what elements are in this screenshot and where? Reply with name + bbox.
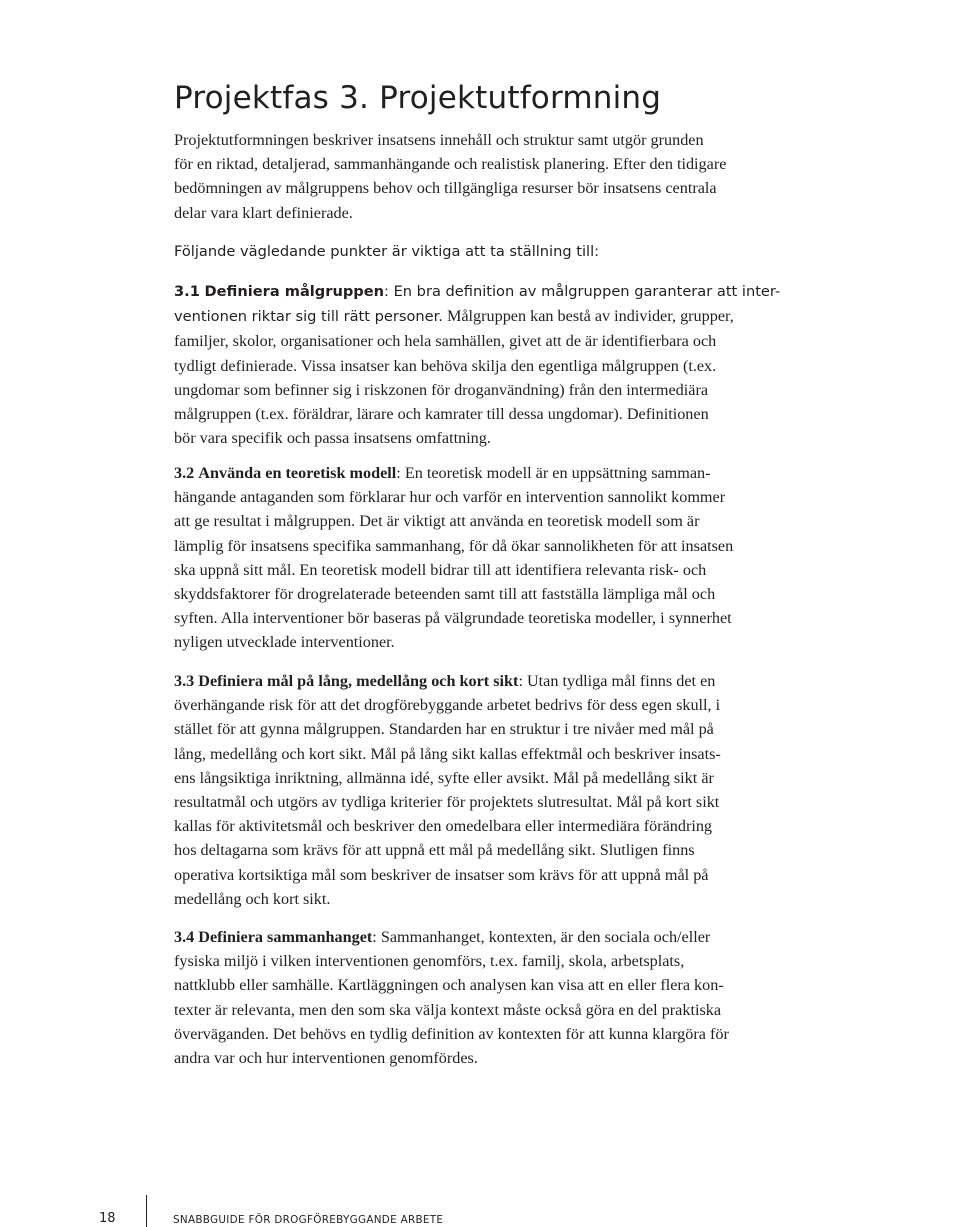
section-line: ungdomar som befinner sig i riskzonen för droganvändning) från den intermediära (174, 380, 709, 399)
section-line: tydligt definierade. Vissa insatser kan behöva skilja den egentliga målgruppen (t.ex. (174, 356, 717, 375)
section-line: att ge resultat i målgruppen. Det är viktigt att använda en teoretisk modell som är (174, 512, 700, 531)
section-line: bör vara specifik och passa insatsens omfattning. (174, 429, 491, 448)
section-line (174, 669, 794, 693)
section-line: ens långsiktiga inriktning, allmänna idé, syfte eller avsikt. Mål på medellång sikt är (174, 768, 714, 787)
section-text: : En teoretisk modell är en uppsättning samman- (396, 464, 711, 482)
intro-paragraph (174, 128, 794, 225)
section-line: överhängande risk för att det drogförebyggande arbetet bedrivs för dess egen skull, i (174, 696, 721, 715)
intro-line: bedömningen av målgruppens behov och tillgängliga resurser bör insatsens centrala (174, 179, 717, 198)
section-line: hos deltagarna som krävs för att uppnå ett mål på medellång sikt. Slutligen finns (174, 841, 695, 860)
section-number: 3.1 (174, 283, 200, 300)
section-text: Målgruppen kan bestå av individer, grupper, (442, 307, 734, 326)
section-3-4 (174, 925, 794, 1070)
running-title: SNABBGUIDE FÖR DROGFÖREBYGGANDE ARBETE (173, 1214, 444, 1226)
section-3-3 (174, 669, 794, 911)
section-line: kallas för aktivitetsmål och beskriver den omedelbara eller intermediära förändring (174, 817, 713, 836)
section-line: andra var och hur interventionen genomfördes. (174, 1049, 478, 1068)
section-3-2 (174, 461, 794, 655)
section-heading: Använda en teoretisk modell (198, 464, 397, 482)
section-line: lång, medellång och kort sikt. Mål på lång sikt kallas effektmål och beskriver insats- (174, 744, 721, 763)
section-heading: Definiera målgruppen (204, 283, 385, 300)
section-line: familjer, skolor, organisationer och hela samhällen, givet att de är identifierbara och (174, 332, 717, 351)
section-line: nyligen utvecklade interventioner. (174, 633, 395, 652)
section-line: texter är relevanta, men den som ska välja kontext måste också göra en del praktiska (174, 1000, 722, 1019)
section-number: 3.3 (174, 672, 195, 690)
section-line: målgruppen (t.ex. föräldrar, lärare och kamrater till dessa ungdomar). Definitionen (174, 405, 709, 424)
lead-text: Följande vägledande punkter är viktiga att ta ställning till: (174, 243, 600, 260)
section-line: överväganden. Det behövs en tydlig definition av kontexten för att kunna klargöra för (174, 1024, 729, 1043)
page-title: Projektfas 3. Projektutformning (174, 80, 662, 116)
section-text: : En bra definition av målgruppen garanterar att inter- (384, 283, 781, 300)
section-text: : Sammanhanget, kontexten, är den sociala och/eller (372, 928, 711, 946)
section-line: lämplig för insatsens specifika sammanhang, för då ökar sannolikheten för att insatsen (174, 536, 734, 555)
intro-line: Projektutformningen beskriver insatsens innehåll och struktur samt utgör grunden (174, 131, 704, 149)
page-number: 18 (99, 1211, 116, 1226)
section-line: medellång och kort sikt. (174, 889, 331, 908)
intro-line: delar vara klart definierade. (174, 203, 353, 222)
footer-divider (146, 1195, 147, 1227)
section-heading: Definiera mål på lång, medellång och kort sikt (198, 672, 519, 690)
section-line: resultatmål och utgörs av tydliga kriterier för projektets slutresultat. Mål på kort sikt (174, 793, 720, 812)
section-text: : Utan tydliga mål finns det en (518, 672, 716, 690)
section-line: stället för att gynna målgruppen. Standarden har en struktur i tre nivåer med mål på (174, 720, 714, 739)
section-line: ska uppnå sitt mål. En teoretisk modell bidrar till att identifiera relevanta risk- och (174, 560, 707, 579)
section-line: hängande antaganden som förklarar hur och varför en intervention sannolikt kommer (174, 488, 726, 507)
section-line: syften. Alla interventioner bör baseras på välgrundade teoretiska modeller, i synnerhet (174, 609, 732, 628)
section-heading: Definiera sammanhanget (198, 928, 373, 946)
section-line (174, 280, 794, 304)
section-line: operativa kortsiktiga mål som beskriver de insatser som krävs för att uppnå mål på (174, 865, 709, 884)
section-line (174, 461, 794, 485)
section-text: ventionen riktar sig till rätt personer. (174, 308, 443, 326)
section-line: nattklubb eller samhälle. Kartläggningen och analysen kan visa att en eller flera kon- (174, 976, 724, 995)
section-3-1 (174, 280, 794, 450)
section-line (174, 304, 794, 329)
section-number: 3.2 (174, 464, 195, 482)
section-line: skyddsfaktorer för drogrelaterade beteenden samt till att fastställa lämpliga mål och (174, 585, 716, 604)
intro-line: för en riktad, detaljerad, sammanhängande och realistisk planering. Efter den tidigare (174, 155, 727, 174)
section-number: 3.4 (174, 928, 195, 946)
section-line (174, 925, 794, 949)
lead-sentence (174, 240, 794, 264)
section-line: fysiska miljö i vilken interventionen genomförs, t.ex. familj, skola, arbetsplats, (174, 952, 685, 971)
